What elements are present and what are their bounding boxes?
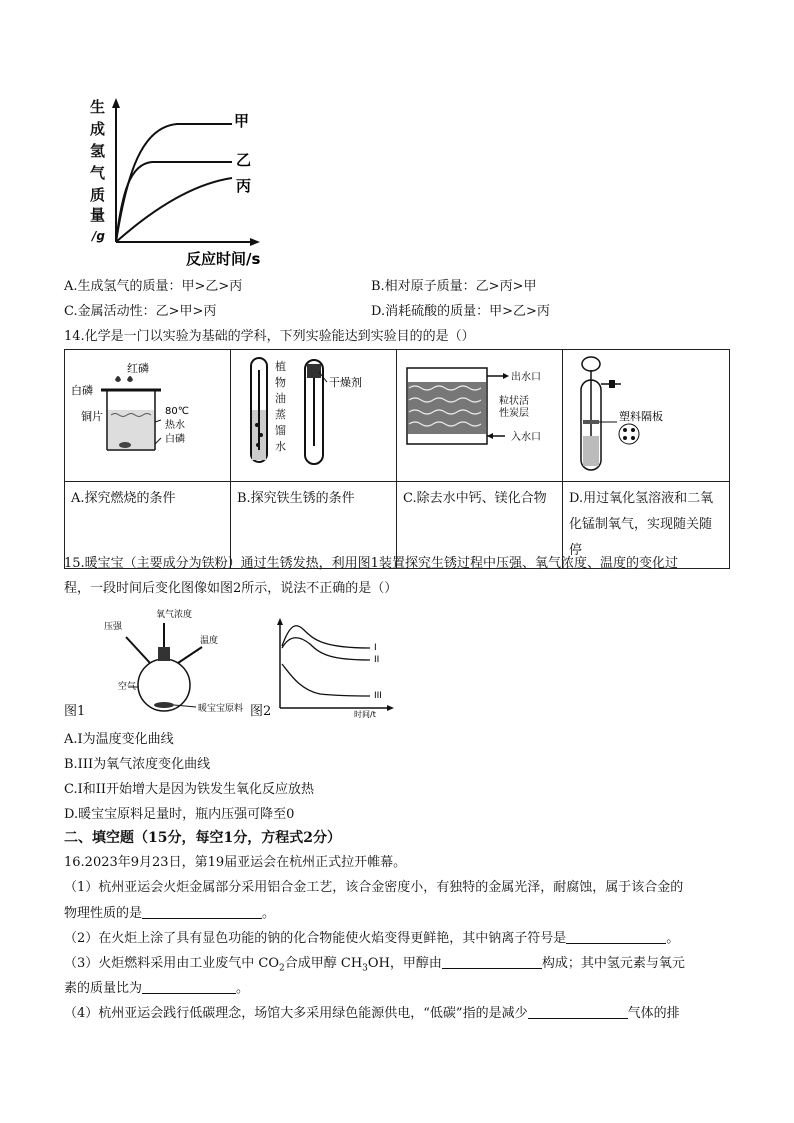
label-water-inlet: 入水口 bbox=[511, 432, 541, 443]
curve-1 bbox=[282, 626, 370, 648]
curve-label-bing: 丙 bbox=[236, 177, 252, 195]
curve-bing bbox=[116, 178, 232, 242]
q15-option-c: C.I和II开始增大是因为铁发生氧化反应放热 bbox=[64, 782, 315, 797]
q13-option-b: B.相对原子质量：乙>丙>甲 bbox=[371, 279, 537, 294]
q16-stem: 16.2023年9月23日，第19届亚运会在杭州正式拉开帷幕。 bbox=[64, 855, 407, 870]
label-desiccant: 干燥剂 bbox=[329, 376, 362, 389]
label-char: 蒸 bbox=[275, 408, 286, 421]
y-label-char: 氢 bbox=[90, 142, 106, 160]
fig-cell-c bbox=[397, 350, 563, 482]
label-char: 物 bbox=[275, 376, 286, 389]
answer-blank[interactable] bbox=[566, 929, 666, 944]
x-axis-arrow bbox=[387, 705, 394, 711]
q13-option-d: D.消耗硫酸的质量：甲>乙>丙 bbox=[371, 304, 550, 319]
subscript: 3 bbox=[362, 963, 368, 974]
curve-jia bbox=[116, 124, 232, 242]
q13-option-c: C.金属活动性：乙>甲>丙 bbox=[64, 304, 217, 319]
label-white-phosphorus: 白磷 bbox=[71, 384, 93, 397]
label-char: 水 bbox=[275, 440, 286, 453]
q15-option-b: B.III为氧气浓度变化曲线 bbox=[64, 757, 211, 772]
answer-blank[interactable] bbox=[142, 904, 262, 919]
q16-part1-line2 bbox=[64, 904, 275, 923]
y-axis-arrow bbox=[112, 98, 120, 108]
q16-part2-text: （2）在火炬上涂了具有显色功能的钠的化合物能使火焰变得更鲜艳，其中钠离子符号是 bbox=[64, 931, 567, 946]
answer-blank[interactable] bbox=[442, 954, 542, 969]
curve-label-yi: 乙 bbox=[236, 151, 252, 169]
label-copper-sheet: 铜片 bbox=[81, 410, 103, 423]
curve-label-2: II bbox=[374, 655, 380, 665]
curve-yi bbox=[116, 162, 232, 242]
label-char: 植 bbox=[275, 360, 286, 373]
flame-icon bbox=[127, 376, 133, 382]
rust-apparatus bbox=[231, 350, 397, 477]
answer-blank[interactable] bbox=[142, 979, 236, 994]
q16-part3-text-b: 合成甲醇 CH bbox=[284, 956, 363, 971]
curve-2 bbox=[282, 638, 370, 660]
q16-part4 bbox=[64, 1004, 680, 1023]
label-oxygen: 氧气浓度 bbox=[156, 610, 193, 620]
fig-cell-a bbox=[65, 350, 231, 482]
q16-part3-text-e: 素的质量比为 bbox=[64, 981, 143, 996]
fig-cell-b bbox=[231, 350, 397, 482]
q14-experiment-table bbox=[64, 349, 730, 569]
table-row bbox=[65, 350, 730, 482]
q16-part1-line1: （1）杭州亚运会火炬金属部分采用铝合金工艺，该合金密度小，有独特的金属光泽，耐腐蚀，属于该合金的 bbox=[64, 880, 684, 895]
label-char: 馏 bbox=[275, 424, 286, 437]
q16-part4-text: （4）杭州亚运会践行低碳理念，场馆大多采用绿色能源供电，“低碳”指的是减少 bbox=[64, 1006, 528, 1021]
label-activated-carbon-2: 性炭层 bbox=[499, 408, 529, 419]
label-char: 油 bbox=[275, 392, 286, 405]
flame-icon bbox=[115, 376, 121, 382]
q14-stem: 14.化学是一门以实验为基础的学科，下列实验能达到实验目的的是（） bbox=[64, 329, 475, 344]
y-unit: /g bbox=[92, 229, 105, 243]
curve-label-1: I bbox=[374, 643, 377, 653]
curve-label-jia: 甲 bbox=[234, 112, 250, 130]
label-air: 空气 bbox=[118, 682, 137, 692]
cell-option-c: C.除去水中钙、镁化合物 bbox=[397, 482, 563, 569]
oxygen-generator bbox=[563, 350, 730, 477]
y-label-char: 成 bbox=[90, 120, 106, 138]
label-material: 暖宝宝原料 bbox=[198, 704, 244, 714]
label-temperature: 温度 bbox=[200, 636, 219, 646]
x-label: 反应时间/s bbox=[186, 250, 261, 268]
graph-y-label bbox=[90, 98, 106, 243]
fig-cell-d bbox=[563, 350, 730, 482]
punctuation: 。 bbox=[236, 981, 250, 996]
q16-part2 bbox=[64, 929, 679, 948]
figure-2-caption: 图2 bbox=[250, 704, 272, 719]
label-white-phosphorus-2: 白磷 bbox=[165, 434, 185, 445]
q16-part3-line2 bbox=[64, 979, 249, 998]
label-plastic-plate: 塑料隔板 bbox=[619, 410, 663, 423]
q16-part4-end: 气体的排 bbox=[627, 1006, 680, 1021]
q16-part3-text-a: （3）火炬燃料采用由工业废气中 CO bbox=[64, 956, 280, 971]
figure-1-caption: 图1 bbox=[64, 704, 86, 719]
y-label-char: 生 bbox=[90, 98, 106, 116]
combustion-apparatus bbox=[65, 350, 231, 477]
label-temperature: 80℃ bbox=[165, 406, 189, 417]
hydrogen-mass-graph bbox=[82, 92, 282, 272]
label-pressure: 压强 bbox=[104, 622, 123, 632]
label-activated-carbon: 粒状活 bbox=[499, 396, 529, 407]
curve-3 bbox=[282, 664, 370, 696]
label-red-phosphorus: 红磷 bbox=[127, 362, 149, 375]
q15-stem-line1: 15.暖宝宝（主要成分为铁粉）通过生锈发热，利用图1装置探究生锈过程中压强、氧气浓度、温度的变化过 bbox=[64, 556, 678, 571]
figure-2-graph bbox=[270, 618, 400, 718]
filter-apparatus bbox=[397, 350, 563, 477]
punctuation: 。 bbox=[262, 906, 276, 921]
cell-option-d: D.用过氧化氢溶液和二氧化锰制氧气，实现随关随停 bbox=[563, 482, 730, 569]
x-label: 时间/t bbox=[354, 710, 376, 718]
q16-part3-text-d: 构成；其中氢元素与氧元 bbox=[541, 956, 685, 971]
q15-option-d: D.暖宝宝原料足量时，瓶内压强可降至0 bbox=[64, 807, 295, 822]
punctuation: 。 bbox=[666, 931, 680, 946]
cell-option-b: B.探究铁生锈的条件 bbox=[231, 482, 397, 569]
y-label-char: 质 bbox=[90, 186, 106, 204]
section-heading: 二、填空题（15分，每空1分，方程式2分） bbox=[64, 830, 341, 846]
y-axis-arrow bbox=[277, 618, 283, 625]
label-hot-water: 热水 bbox=[165, 420, 185, 431]
y-label-char: 气 bbox=[90, 164, 106, 182]
subscript: 2 bbox=[279, 963, 285, 974]
x-axis-arrow bbox=[250, 238, 260, 246]
q16-part3-line1 bbox=[64, 954, 685, 978]
label-water-outlet: 出水口 bbox=[511, 372, 541, 383]
figure-1-apparatus bbox=[80, 605, 250, 717]
y-label-char: 量 bbox=[90, 206, 106, 224]
answer-blank[interactable] bbox=[528, 1004, 628, 1019]
q15-option-a: A.I为温度变化曲线 bbox=[64, 732, 174, 747]
curve-label-3: III bbox=[374, 691, 382, 701]
q15-stem-line2: 程，一段时间后变化图像如图2所示，说法不正确的是（） bbox=[64, 581, 398, 596]
q16-part3-text-c: OH，甲醇由 bbox=[367, 956, 442, 971]
q13-option-a: A.生成氢气的质量：甲>乙>丙 bbox=[64, 279, 243, 294]
cell-option-a: A.探究燃烧的条件 bbox=[65, 482, 231, 569]
q16-part1-text: 物理性质的是 bbox=[64, 906, 143, 921]
